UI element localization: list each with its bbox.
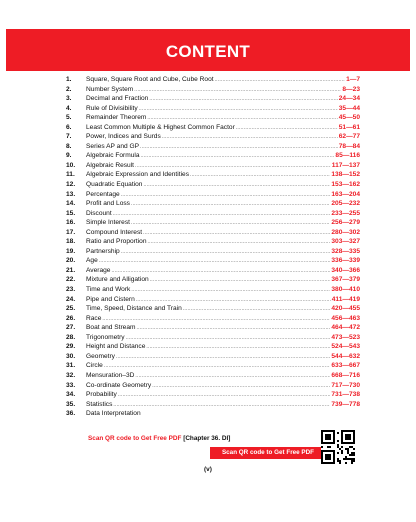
toc-row [66,123,360,133]
toc-pages: 544—632 [331,352,360,360]
qr-code-icon[interactable] [321,430,356,464]
toc-number: 19. [66,247,76,255]
toc-title: Data Interpretation [86,410,141,418]
toc-row [66,247,360,257]
toc-title: Co-ordinate Geometry [86,381,152,389]
toc-row [66,371,360,381]
toc-title: Age [86,257,98,265]
toc-title: Power, Indices and Surds [86,133,161,141]
toc-title: Square, Square Root and Cube, Cube Root [86,76,214,83]
toc-row [66,295,360,305]
toc-entry [86,409,360,419]
toc-title: Ratio and Proportion [86,238,147,246]
toc-pages: 473—523 [331,333,360,341]
toc-number: 35. [66,400,76,408]
toc-pages: 280—302 [331,228,360,236]
toc-row [66,113,360,123]
toc-row [66,390,360,400]
toc-number: 34. [66,391,76,399]
toc-pages: 8—23 [342,85,360,93]
toc-row [66,161,360,171]
toc-title: Percentage [86,190,120,198]
qr-banner: Scan QR code to Get Free PDF [210,447,326,459]
toc-number: 16. [66,219,76,227]
toc-number: 3. [66,95,72,103]
qr-note-text: Scan QR code to Get Free PDF [88,435,182,442]
toc-pages: 668—716 [331,371,360,379]
toc-row [66,361,360,371]
toc-row [66,132,360,142]
toc-pages: 205—232 [331,200,360,208]
toc-title: Mixture and Alligation [86,276,149,284]
toc-row [66,190,360,200]
toc-pages: 62—77 [338,133,360,141]
toc-number: 26. [66,314,76,322]
toc-pages: 340—366 [331,266,360,274]
toc-title: Series AP and GP [86,142,140,150]
toc-title: Height and Distance [86,343,146,351]
toc-pages: 78—84 [338,142,360,150]
toc-number: 23. [66,286,76,294]
toc-title: Algebraic Result [86,161,135,169]
toc-title: Algebraic Expression and Identities [86,171,189,179]
toc-number: 10. [66,161,76,169]
toc-title: Rule of Divisibility [86,104,138,112]
toc-title: Geometry [86,352,115,360]
toc-number: 5. [66,114,72,122]
toc-number: 21. [66,266,76,274]
toc-pages: 420—455 [331,305,360,313]
toc-row [66,400,360,410]
toc-pages: 35—44 [338,104,360,112]
toc-pages: 303—327 [331,238,360,246]
toc-number: 28. [66,333,76,341]
toc-row [66,256,360,266]
toc-title: Circle [86,362,103,370]
toc-title: Least Common Multiple & Highest Common Factor [86,123,235,131]
page-number: (v) [204,466,212,473]
toc-title: Decimal and Fraction [86,95,149,103]
toc-number: 18. [66,238,76,246]
toc-number: 27. [66,324,76,332]
toc-number: 24. [66,295,76,303]
toc-pages: 367—379 [331,276,360,284]
toc-number: 11. [66,171,75,179]
toc-row [66,314,360,324]
toc-title: Boat and Stream [86,324,136,332]
toc-number: 22. [66,276,76,284]
table-of-contents [66,75,360,419]
toc-pages: 336—339 [331,257,360,265]
toc-row [66,209,360,219]
toc-pages: 1—7 [346,76,360,83]
toc-pages: 153—162 [331,181,360,189]
qr-note [88,435,230,442]
toc-number: 6. [66,123,72,131]
toc-number: 4. [66,104,72,112]
toc-number: 30. [66,352,76,360]
toc-row [66,218,360,228]
toc-row [66,228,360,238]
toc-pages: 464—472 [331,324,360,332]
toc-row [66,409,360,419]
toc-row [66,104,360,114]
toc-row [66,342,360,352]
toc-pages: 717—730 [331,381,360,389]
toc-row [66,85,360,95]
toc-row [66,170,360,180]
toc-row [66,323,360,333]
toc-pages: 411—419 [331,295,360,303]
toc-number: 13. [66,190,76,198]
toc-title: Compound Interest [86,228,143,236]
toc-row [66,180,360,190]
toc-pages: 24—34 [338,95,360,103]
toc-pages: 328—335 [331,247,360,255]
toc-number: 17. [66,228,76,236]
toc-pages: 233—255 [331,209,360,217]
toc-title: Average [86,266,111,274]
toc-pages: 456—463 [331,314,360,322]
toc-number: 14. [66,200,76,208]
toc-title: Race [86,314,102,322]
toc-pages: 85—116 [335,152,360,160]
toc-row [66,333,360,343]
toc-pages: 633—667 [331,362,360,370]
toc-title: Quadratic Equation [86,181,143,189]
content-banner [6,29,410,71]
toc-title: Pipe and Cistern [86,295,135,303]
toc-title: Mensuration–3D [86,371,135,379]
toc-row [66,275,360,285]
toc-number: 1. [66,76,72,83]
toc-number: 8. [66,142,72,150]
toc-pages: 524—543 [331,343,360,351]
toc-row [66,352,360,362]
toc-pages: 731—738 [331,391,360,399]
toc-row [66,94,360,104]
toc-number: 7. [66,133,72,141]
toc-row [66,304,360,314]
toc-title: Simple Interest [86,219,130,227]
toc-pages: 51—61 [338,123,360,131]
toc-row [66,75,360,85]
toc-number: 36. [66,410,76,418]
page-title: CONTENT [165,42,251,61]
toc-number: 32. [66,371,76,379]
toc-pages: 163—204 [331,190,360,198]
toc-row [66,381,360,391]
qr-note-chapter: [Chapter 36. DI] [183,435,231,442]
toc-number: 2. [66,85,72,93]
toc-row [66,285,360,295]
toc-title: Number System [86,85,134,93]
toc-row [66,142,360,152]
toc-title: Discount [86,209,112,217]
toc-pages: 256—279 [331,219,360,227]
toc-pages: 117—137 [331,161,360,169]
toc-row [66,151,360,161]
toc-title: Statistics [86,400,113,408]
toc-number: 25. [66,305,76,313]
toc-pages: 739—778 [331,400,360,408]
toc-title: Time and Work [86,286,131,294]
toc-row [66,266,360,276]
toc-title: Profit and Loss [86,200,130,208]
toc-title: Probability [86,391,117,399]
toc-pages: 138—152 [331,171,360,179]
toc-row [66,237,360,247]
toc-number: 20. [66,257,76,265]
toc-title: Algebraic Formula [86,152,140,160]
toc-title: Remainder Theorem [86,114,147,122]
toc-pages: 45—50 [338,114,360,122]
toc-title: Time, Speed, Distance and Train [86,305,182,313]
toc-number: 9. [66,152,72,160]
toc-title: Partnership [86,247,120,255]
toc-title: Trigonometry [86,333,125,341]
toc-number: 12. [66,181,76,189]
toc-pages: 380—410 [331,286,360,294]
toc-row [66,199,360,209]
toc-number: 15. [66,209,76,217]
toc-number: 29. [66,343,76,351]
toc-number: 31. [66,362,76,370]
toc-number: 33. [66,381,76,389]
